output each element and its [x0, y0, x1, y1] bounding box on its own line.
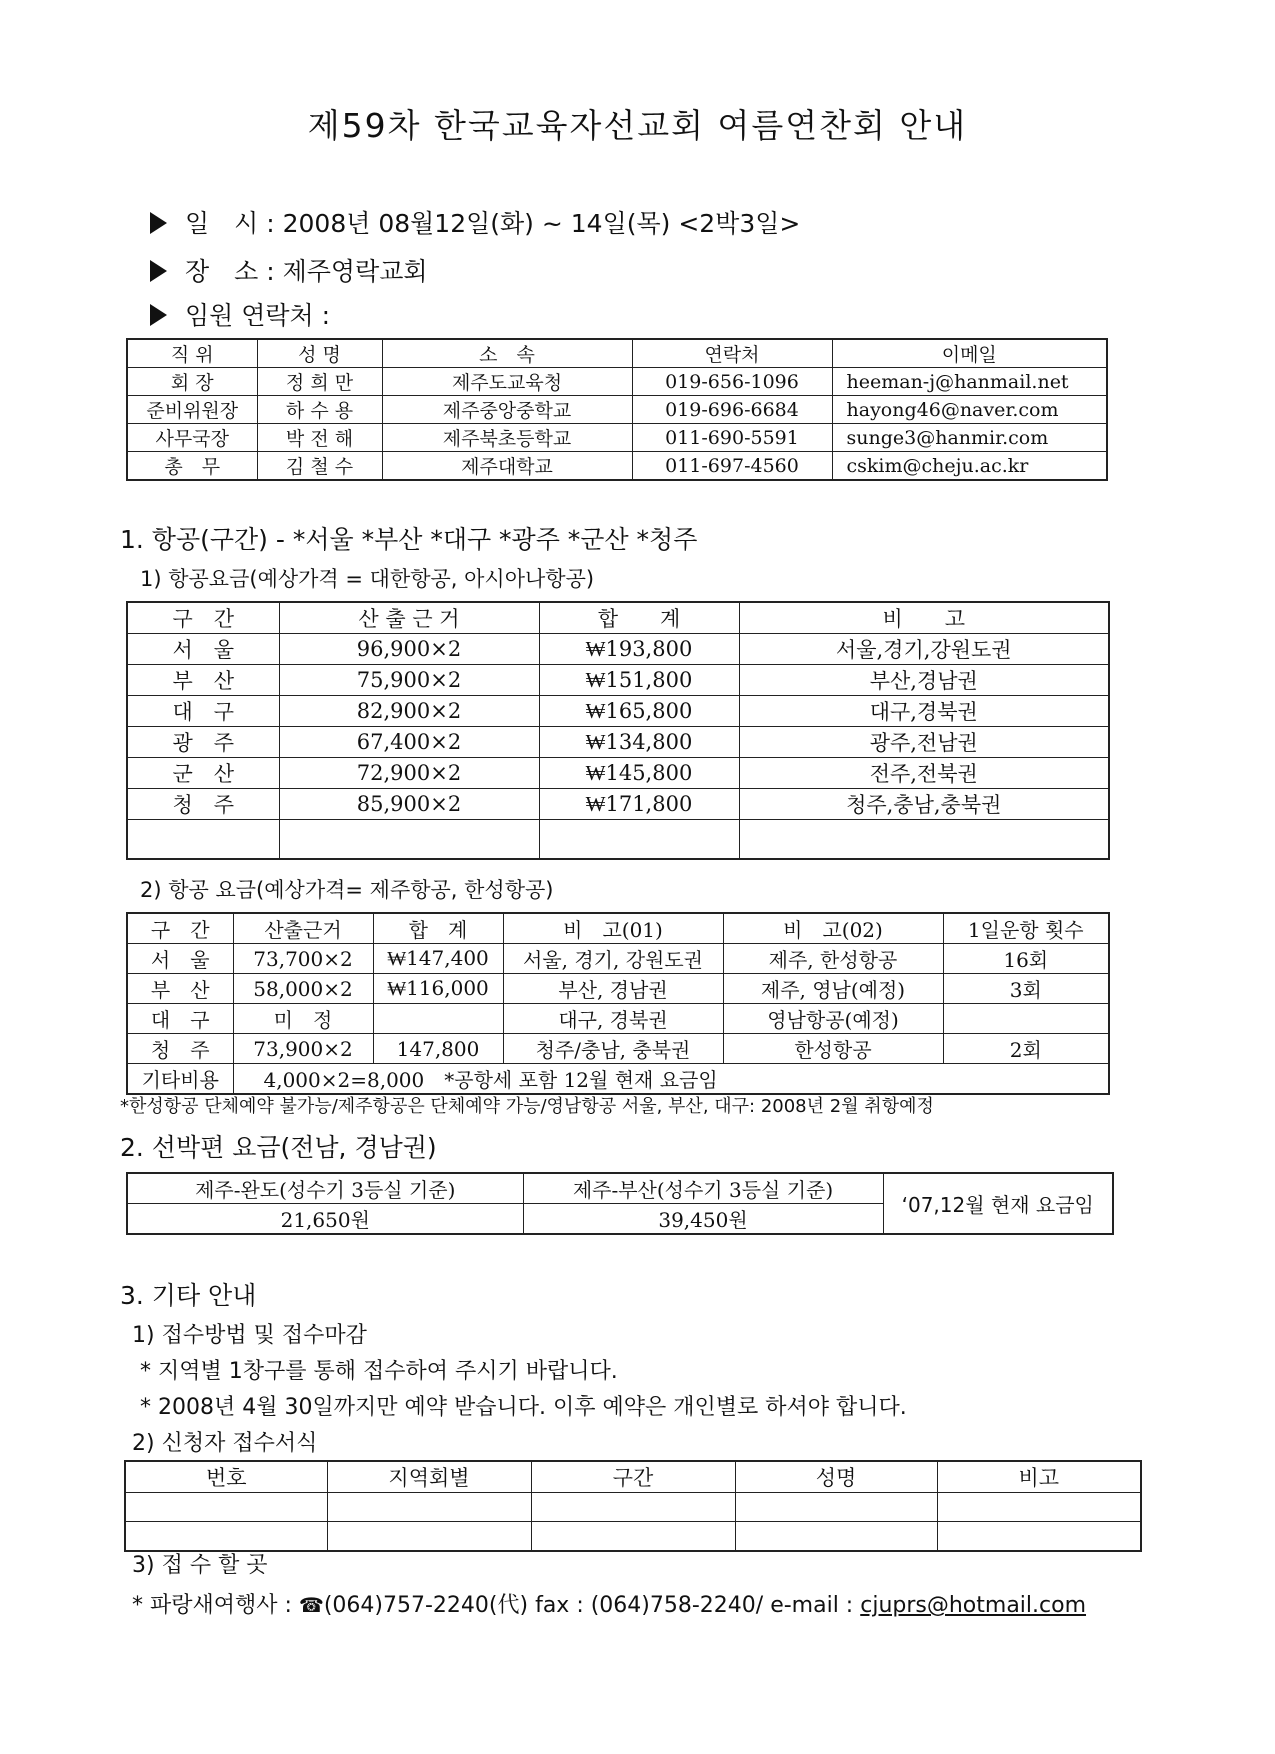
date-value: 2008년 08월12일(화) ~ 14일(목) <2박3일>	[282, 209, 801, 238]
header-cell: 비 고(02)	[723, 913, 943, 944]
cell-basis: 73,700×2	[233, 944, 373, 974]
header-cell: 비 고	[739, 602, 1109, 634]
cell-total: ₩151,800	[539, 665, 739, 696]
cell-route: 대 구	[127, 696, 279, 727]
cell-email: cskim@cheju.ac.kr	[832, 452, 1107, 481]
header-cell: 연락처	[632, 339, 832, 368]
header-cell: 산출근거	[233, 913, 373, 944]
cell-total: 147,800	[373, 1034, 503, 1064]
header-cell: 비 고(01)	[503, 913, 723, 944]
cell-flights: 2회	[943, 1034, 1109, 1064]
header-cell: 구간	[531, 1461, 735, 1493]
table-row	[127, 368, 1107, 396]
cell-flights	[943, 1004, 1109, 1034]
cell-basis: 미 정	[233, 1004, 373, 1034]
application-form-table	[124, 1460, 1142, 1552]
cell-phone: 011-690-5591	[632, 424, 832, 452]
header-cell: 구 간	[127, 913, 233, 944]
cell-email: hayong46@naver.com	[832, 396, 1107, 424]
cell-email: sunge3@hanmir.com	[832, 424, 1107, 452]
cell-basis: 82,900×2	[279, 696, 539, 727]
table-row	[127, 452, 1107, 481]
cell-position: 준비위원장	[127, 396, 257, 424]
header-cell: 합 계	[373, 913, 503, 944]
table-row	[127, 634, 1109, 665]
cell-basis: 58,000×2	[233, 974, 373, 1004]
empty-cell	[327, 1493, 531, 1522]
cell-route: 청 주	[127, 789, 279, 820]
contact-label: 임원 연락처 :	[185, 301, 331, 330]
cell-route: 부 산	[127, 665, 279, 696]
cell-remark: 광주,전남권	[739, 727, 1109, 758]
header-cell: 번호	[125, 1461, 327, 1493]
cell-basis: 72,900×2	[279, 758, 539, 789]
cell-remark2: 영남항공(예정)	[723, 1004, 943, 1034]
empty-cell	[739, 820, 1109, 860]
header-cell: 1일운항 횟수	[943, 913, 1109, 944]
section1-sub1: 1) 항공요금(예상가격 = 대한항공, 아시아나항공)	[140, 567, 595, 591]
event-date	[150, 204, 800, 240]
cell-route: 대 구	[127, 1004, 233, 1034]
table-header-row	[127, 602, 1109, 634]
empty-cell	[531, 1522, 735, 1552]
cell-position: 회 장	[127, 368, 257, 396]
table-header-row	[127, 1173, 1113, 1204]
table-header-row	[125, 1461, 1141, 1493]
cell-remark1: 청주/충남, 충북권	[503, 1034, 723, 1064]
table-row	[127, 789, 1109, 820]
cell-flights: 3회	[943, 974, 1109, 1004]
cell-route: 서 울	[127, 944, 233, 974]
cell-remark: ‘07,12월 현재 요금임	[883, 1173, 1113, 1234]
table-row	[127, 396, 1107, 424]
airfare-table-2	[126, 912, 1110, 1095]
cell-total: ₩145,800	[539, 758, 739, 789]
table-header-row	[127, 339, 1107, 368]
cell-total: ₩171,800	[539, 789, 739, 820]
table-row	[127, 696, 1109, 727]
table-row-blank	[127, 820, 1109, 860]
empty-cell	[937, 1522, 1141, 1552]
cell-remark1: 대구, 경북권	[503, 1004, 723, 1034]
section3-sub1: 1) 접수방법 및 접수마감	[132, 1323, 367, 1348]
cell-remark1: 서울, 경기, 강원도권	[503, 944, 723, 974]
cell-name: 하 수 용	[257, 396, 382, 424]
cell-remark2: 제주, 한성항공	[723, 944, 943, 974]
cell-phone: 019-656-1096	[632, 368, 832, 396]
cell-name: 정 희 만	[257, 368, 382, 396]
contact-phone: (064)757-2240(代) fax : (064)758-2240/ e-mail :	[323, 1593, 854, 1618]
cell-name: 박 전 해	[257, 424, 382, 452]
cell-flights: 16회	[943, 944, 1109, 974]
cell-name: 김 철 수	[257, 452, 382, 481]
ferry-table	[126, 1172, 1114, 1235]
cell-route: 서 울	[127, 634, 279, 665]
table-row	[127, 974, 1109, 1004]
header-cell: 직 위	[127, 339, 257, 368]
cell-total: ₩165,800	[539, 696, 739, 727]
header-cell: 비고	[937, 1461, 1141, 1493]
place-value: 제주영락교회	[282, 257, 428, 286]
cell-route: 광 주	[127, 727, 279, 758]
empty-cell	[735, 1493, 937, 1522]
header-cell: 성 명	[257, 339, 382, 368]
empty-cell	[327, 1522, 531, 1552]
table-row	[127, 1004, 1109, 1034]
contact-email-link[interactable]: cjuprs@hotmail.com	[860, 1593, 1087, 1618]
cell-email: heeman-j@hanmail.net	[832, 368, 1107, 396]
cell-route: 부 산	[127, 974, 233, 1004]
empty-cell	[937, 1493, 1141, 1522]
table-row	[127, 727, 1109, 758]
cell-remark: 서울,경기,강원도권	[739, 634, 1109, 665]
table-row-empty	[125, 1493, 1141, 1522]
cell-remark2: 제주, 영남(예정)	[723, 974, 943, 1004]
officer-contacts-heading	[150, 296, 330, 332]
cell-remark1: 부산, 경남권	[503, 974, 723, 1004]
cell-position: 사무국장	[127, 424, 257, 452]
cell-extra-label: 기타비용	[127, 1064, 233, 1095]
cell-position: 총 무	[127, 452, 257, 481]
cell-route: 군 산	[127, 758, 279, 789]
cell-remark: 전주,전북권	[739, 758, 1109, 789]
date-label: 일 시 :	[185, 209, 275, 238]
header-cell: 합 계	[539, 602, 739, 634]
airline-note: *한성항공 단체예약 불가능/제주항공은 단체예약 가능/영남항공 서울, 부산, 대구: 2008년 2월 취항예정	[120, 1096, 934, 1117]
table-header-row	[127, 913, 1109, 944]
cell-phone: 019-696-6684	[632, 396, 832, 424]
cell-fare: 21,650원	[127, 1204, 523, 1235]
triangle-right-icon	[150, 212, 167, 234]
table-row	[127, 665, 1109, 696]
section3-bullet2: * 2008년 4월 30일까지만 예약 받습니다. 이후 예약은 개인별로 하셔야 합니다.	[140, 1395, 907, 1420]
header-cell: 이메일	[832, 339, 1107, 368]
cell-basis: 75,900×2	[279, 665, 539, 696]
table-row	[127, 758, 1109, 789]
cell-total: ₩116,000	[373, 974, 503, 1004]
triangle-right-icon	[150, 304, 167, 326]
page-title: 제59차 한국교육자선교회 여름연찬회 안내	[307, 106, 968, 145]
empty-cell	[127, 820, 279, 860]
cell-basis: 67,400×2	[279, 727, 539, 758]
cell-basis: 73,900×2	[233, 1034, 373, 1064]
cell-basis: 96,900×2	[279, 634, 539, 665]
header-cell: 산 출 근 거	[279, 602, 539, 634]
cell-route: 청 주	[127, 1034, 233, 1064]
cell-affiliation: 제주중앙중학교	[382, 396, 632, 424]
officers-table	[126, 338, 1108, 481]
header-cell: 성명	[735, 1461, 937, 1493]
place-label: 장 소 :	[185, 257, 275, 286]
cell-affiliation: 제주대학교	[382, 452, 632, 481]
cell-remark: 대구,경북권	[739, 696, 1109, 727]
airfare-table-1	[126, 601, 1110, 860]
section3-sub3: 3) 접 수 할 곳	[132, 1553, 268, 1578]
section3-bullet1: * 지역별 1창구를 통해 접수하여 주시기 바랍니다.	[140, 1359, 618, 1384]
cell-fare: 39,450원	[523, 1204, 883, 1235]
cell-remark2: 한성항공	[723, 1034, 943, 1064]
cell-affiliation: 제주북초등학교	[382, 424, 632, 452]
cell-affiliation: 제주도교육청	[382, 368, 632, 396]
header-cell: 구 간	[127, 602, 279, 634]
empty-cell	[279, 820, 539, 860]
event-place	[150, 252, 428, 288]
section2-heading: 2. 선박편 요금(전남, 경남권)	[120, 1133, 437, 1162]
cell-basis: 85,900×2	[279, 789, 539, 820]
table-row	[127, 1034, 1109, 1064]
cell-remark: 부산,경남권	[739, 665, 1109, 696]
cell-total: ₩193,800	[539, 634, 739, 665]
section3-heading: 3. 기타 안내	[120, 1281, 257, 1310]
telephone-icon: ☎	[298, 1593, 324, 1617]
cell-total	[373, 1004, 503, 1034]
cell-phone: 011-697-4560	[632, 452, 832, 481]
header-cell: 소 속	[382, 339, 632, 368]
table-row-empty	[125, 1522, 1141, 1552]
table-row	[127, 424, 1107, 452]
contact-prefix: * 파랑새여행사 :	[132, 1593, 292, 1618]
table-row-extra	[127, 1064, 1109, 1095]
cell-total: ₩134,800	[539, 727, 739, 758]
empty-cell	[539, 820, 739, 860]
table-row	[127, 944, 1109, 974]
header-cell: 지역회별	[327, 1461, 531, 1493]
header-cell: 제주-부산(성수기 3등실 기준)	[523, 1173, 883, 1204]
cell-extra-value: 4,000×2=8,000 *공항세 포함 12월 현재 요금임	[233, 1064, 1109, 1095]
section1-heading: 1. 항공(구간) - *서울 *부산 *대구 *광주 *군산 *청주	[120, 525, 698, 554]
empty-cell	[735, 1522, 937, 1552]
section3-sub2: 2) 신청자 접수서식	[132, 1431, 318, 1456]
header-cell: 제주-완도(성수기 3등실 기준)	[127, 1173, 523, 1204]
contact-line	[132, 1588, 1086, 1619]
triangle-right-icon	[150, 260, 167, 282]
empty-cell	[125, 1522, 327, 1552]
cell-remark: 청주,충남,충북권	[739, 789, 1109, 820]
section1-sub2: 2) 항공 요금(예상가격= 제주항공, 한성항공)	[140, 878, 554, 902]
empty-cell	[531, 1493, 735, 1522]
empty-cell	[125, 1493, 327, 1522]
cell-total: ₩147,400	[373, 944, 503, 974]
